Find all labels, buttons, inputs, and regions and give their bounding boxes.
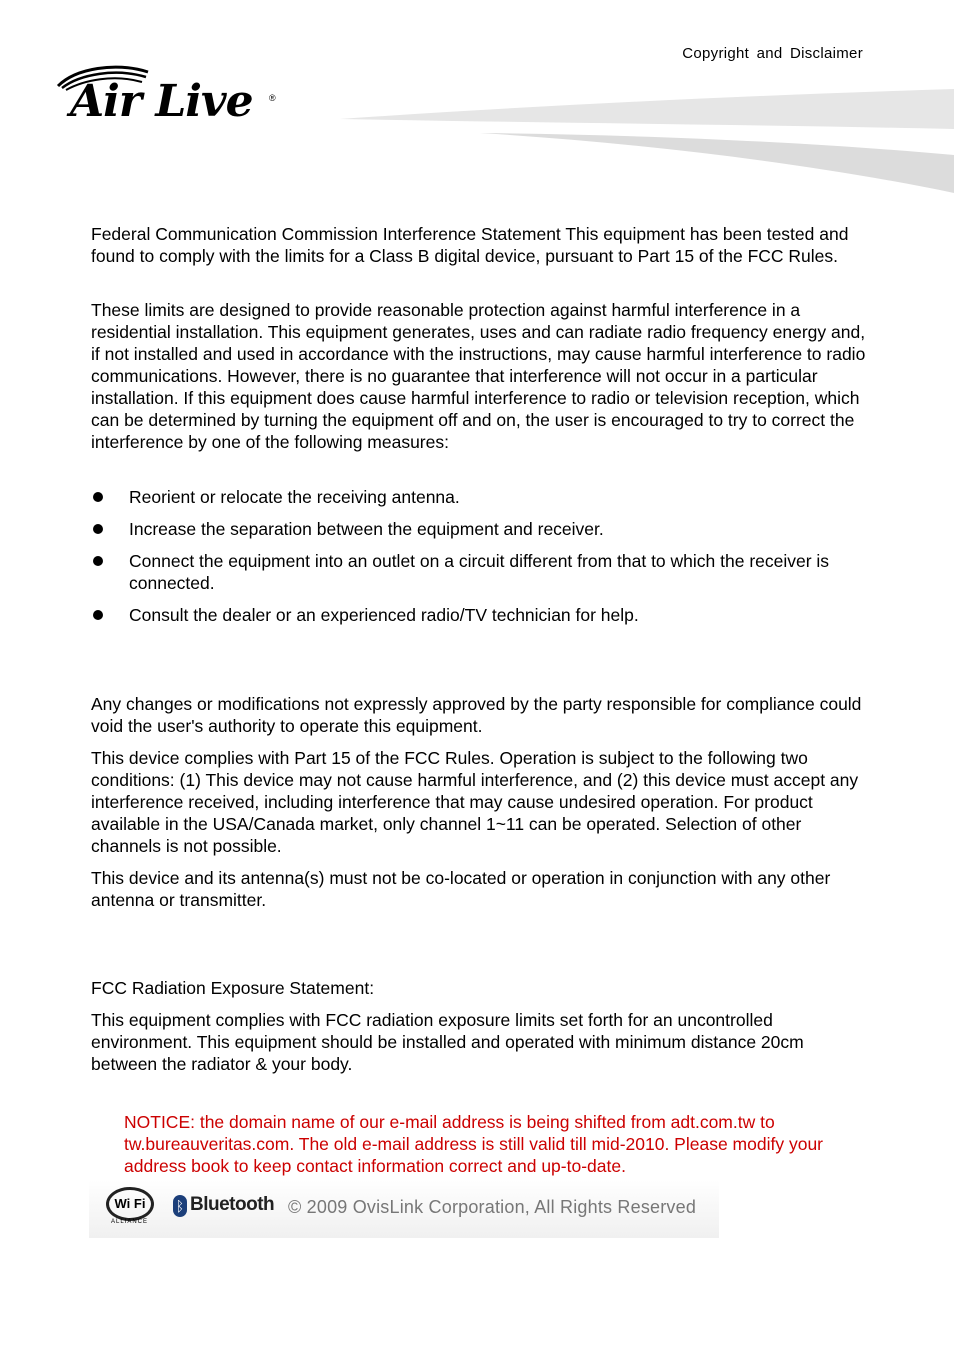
bullet-icon (93, 492, 103, 502)
copyright-text: © 2009 OvisLink Corporation, All Rights Reserved (288, 1197, 697, 1217)
list-item (91, 604, 866, 626)
list-item-text: Reorient or relocate the receiving antenna. (129, 487, 460, 507)
email-notice: NOTICE: the domain name of our e-mail address is being shifted from adt.com.tw to tw.bureauveritas.com. The old e-mail address is still valid till mid-2010. Please modify your address book to keep contact information correct and up-to-date. (124, 1112, 824, 1176)
logo-text: Air Live (70, 76, 253, 127)
part15-compliance-paragraph: This device complies with Part 15 of the FCC Rules. Operation is subject to the following two conditions: (1) This device may not cause harmful interference, and (2) this device must accept any interference received, including interference that may cause undesired operation. For product available in the USA/Canada market, only channel 1~11 can be operated. Selection of other channels is not possible. (91, 748, 859, 856)
list-item (91, 518, 866, 540)
bluetooth-icon: ᛒ (173, 1195, 187, 1217)
header-swoosh-graphic (340, 85, 954, 197)
airlive-logo (56, 64, 281, 128)
bullet-icon (93, 524, 103, 534)
interference-limits-paragraph: These limits are designed to provide reasonable protection against harmful interference in a residential installation. This equipment generates, uses and can radiate radio frequency energy and, if not installed and used in accordance with the instructions, may cause harmful interference to radio communications. However, there is no guarantee that interference will not occur in a particular installation. If this equipment does cause harmful interference to radio or television reception, which can be determined by turning the equipment off and on, the user is encouraged to try to correct the interference by one of the following measures: (91, 300, 866, 452)
bluetooth-logo-text: Bluetooth (190, 1194, 275, 1215)
bullet-icon (93, 556, 103, 566)
list-item-text: Connect the equipment into an outlet on a circuit different from that to which the receiver is connected. (129, 551, 830, 593)
section-label: Copyright and Disclaimer (682, 45, 863, 62)
registered-mark: ® (269, 93, 276, 103)
list-item (91, 486, 866, 508)
fcc-statement-paragraph: Federal Communication Commission Interference Statement This equipment has been tested and found to comply with the limits for a Class B digital device, pursuant to Part 15 of the FCC Rules. (91, 224, 849, 266)
radiation-exposure-heading: FCC Radiation Exposure Statement: (91, 978, 375, 998)
list-item-text: Increase the separation between the equipment and receiver. (129, 519, 604, 539)
modifications-paragraph: Any changes or modifications not expressly approved by the party responsible for compliance could void the user's authority to operate this equipment. (91, 694, 862, 736)
radiation-exposure-paragraph: This equipment complies with FCC radiation exposure limits set forth for an uncontrolled environment. This equipment should be installed and operated with minimum distance 20cm between the radiator & your body. (91, 1010, 804, 1074)
measures-list (91, 486, 866, 636)
wifi-logo: Wi Fi (106, 1187, 154, 1221)
antenna-colocation-paragraph: This device and its antenna(s) must not be co-located or operation in conjunction with any other antenna or transmitter. (91, 868, 831, 910)
list-item (91, 550, 866, 594)
wifi-alliance-label: ALLIANCE (111, 1219, 149, 1225)
bullet-icon (93, 610, 103, 620)
list-item-text: Consult the dealer or an experienced radio/TV technician for help. (129, 605, 639, 625)
footer-banner (89, 1180, 719, 1238)
